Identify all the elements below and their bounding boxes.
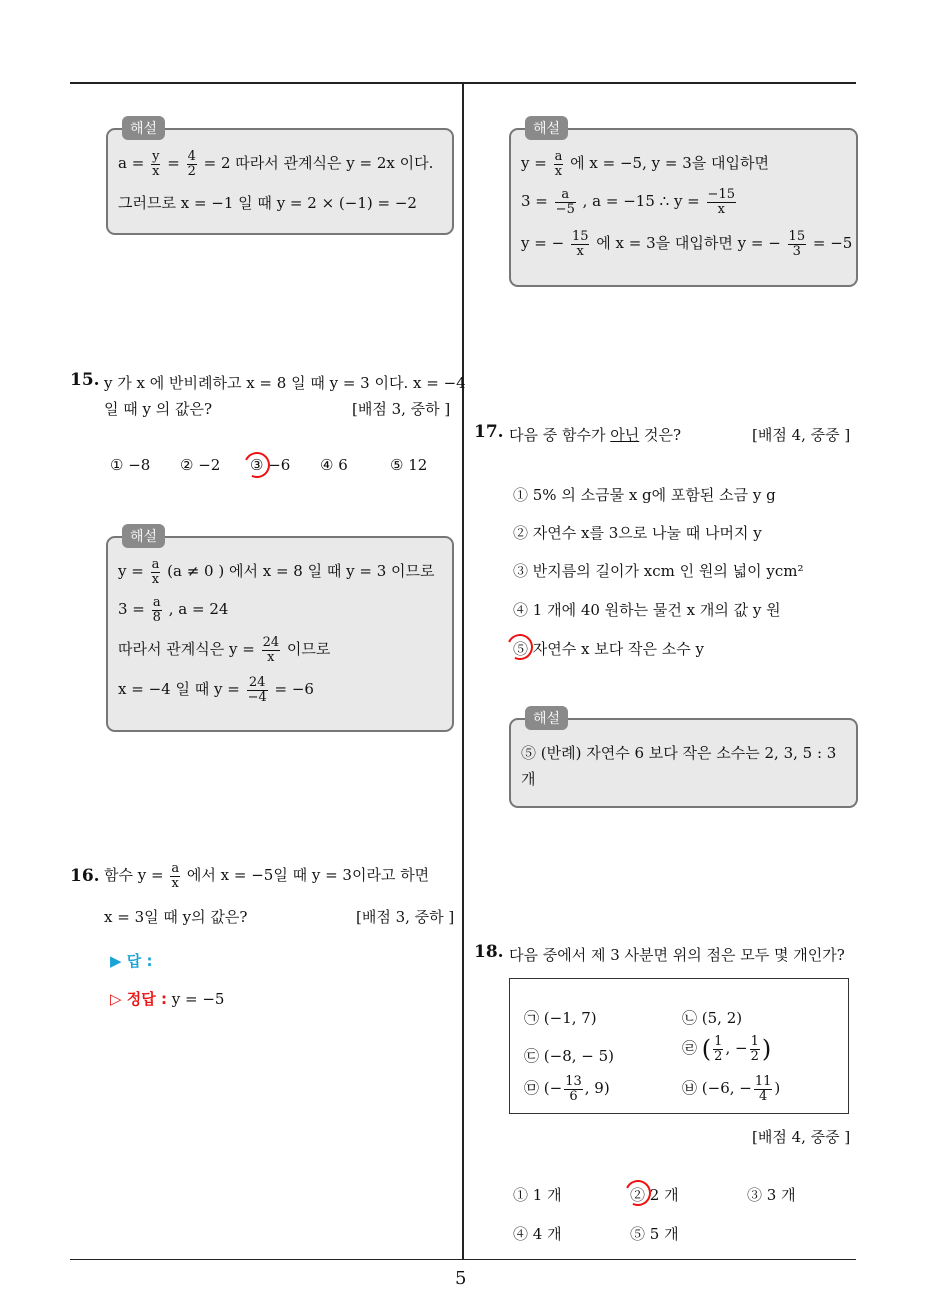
q15-choice-1[interactable]: ① −8 <box>110 456 151 474</box>
q15-exp-line4: x = −4 일 때 y = $\frac{24}{-4}$ = −6 <box>118 675 314 705</box>
q15-exp-line1: y = $\frac{a}{x}$ (a ≠ 0 ) 에서 x = 8 일 때 y = 3 이므로 <box>118 557 435 587</box>
fraction: $\frac{a}{8}$ <box>152 595 161 625</box>
q16-correct-answer: ▷ 정답 : y = −5 <box>110 990 225 1008</box>
q17-number: 17. <box>474 422 504 442</box>
q18-choice-2[interactable]: ② 2 개 <box>630 1186 679 1204</box>
q16-exp-line3: y = − $\frac{15}{x}$ 에 x = 3을 대입하면 y = − $\frac{15}{3}$ = −5 <box>521 229 853 259</box>
page-number: 5 <box>455 1268 467 1289</box>
q16-exp-line2: 3 = $\frac{a}{-5}$ , a = −15 ∴ y = $\frac{-15}{x}$ <box>521 187 735 217</box>
fraction: $\frac{24}{-4}$ <box>247 675 267 705</box>
q14-line2: 그러므로 x = −1 일 때 y = 2 × (−1) = −2 <box>118 194 417 212</box>
fraction: $\frac{a}{x}$ <box>151 557 160 587</box>
q16-text2: x = 3일 때 y의 값은? <box>104 908 248 926</box>
fraction: $\frac{1}{2}$ <box>714 1034 723 1064</box>
fraction: $\frac{a}{x}$ <box>554 149 563 179</box>
point-a: ㉠ (−1, 7) <box>524 1009 597 1027</box>
q15-explanation-box <box>106 529 454 732</box>
point-e: ㉤ (− $\frac{13}{6}$ , 9) <box>524 1074 610 1104</box>
q16-exp-line1: y = $\frac{a}{x}$ 에 x = −5, y = 3을 대입하면 <box>521 149 769 179</box>
q15-exp-line2: 3 = $\frac{a}{8}$ , a = 24 <box>118 595 229 625</box>
fraction: $\frac{a}{x}$ <box>171 861 180 891</box>
point-c: ㉢ (−8, − 5) <box>524 1047 615 1065</box>
q15-exp-line3: 따라서 관계식은 y = $\frac{24}{x}$ 이므로 <box>118 635 331 665</box>
fraction: $\frac{4}{2}$ <box>187 149 196 179</box>
q17-exp-line2: 개 <box>521 770 536 788</box>
q15-choice-3[interactable]: ③ −6 <box>250 456 291 474</box>
q18-choice-3[interactable]: ③ 3 개 <box>747 1186 796 1204</box>
q16-score: [배점 3, 중하 ] <box>356 908 455 926</box>
selected-answer-mark <box>240 448 273 481</box>
q17-choice-1[interactable]: ① 5% 의 소금물 x g에 포함된 소금 y g <box>513 486 776 504</box>
q17-choice-4[interactable]: ④ 1 개에 40 원하는 물건 x 개의 값 y 원 <box>513 601 781 619</box>
q17-choice-5[interactable]: ⑤ 자연수 x 보다 작은 소수 y <box>513 640 704 658</box>
point-f: ㉥ (−6, − $\frac{11}{4}$ ) <box>682 1074 781 1104</box>
fraction: $\frac{13}{6}$ <box>565 1074 582 1104</box>
q15-text2: 일 때 y 의 값은? <box>104 400 213 418</box>
fraction: $\frac{-15}{x}$ <box>707 187 735 217</box>
q17-score: [배점 4, 중중 ] <box>752 426 851 444</box>
q17-text: 다음 중 함수가 아닌 것은? <box>509 426 682 444</box>
q18-choice-4[interactable]: ④ 4 개 <box>513 1225 562 1243</box>
q17-explanation-box <box>509 711 858 808</box>
fraction: $\frac{15}{3}$ <box>788 229 806 259</box>
fraction: $\frac{24}{x}$ <box>262 635 280 665</box>
fraction: $\frac{1}{2}$ <box>750 1034 759 1064</box>
q16-text1: 함수 y = $\frac{a}{x}$ 에서 x = −5일 때 y = 3이라고 하면 <box>104 861 430 891</box>
point-d: ㉣ ( $\frac{1}{2}$ , − $\frac{1}{2}$ ) <box>682 1034 772 1064</box>
q18-points-table <box>509 978 849 1114</box>
q14-line1: a = $\frac{y}{x}$ = $\frac{4}{2}$ = 2 따라서 관계식은 y = 2x 이다. <box>118 149 434 179</box>
explanation-tag: 해설 <box>122 524 165 548</box>
fraction: $\frac{15}{x}$ <box>571 229 589 259</box>
q16-number: 16. <box>70 866 100 886</box>
q15-number: 15. <box>70 370 100 390</box>
explanation-tag: 해설 <box>525 116 568 140</box>
explanation-tag: 해설 <box>122 116 165 140</box>
q18-choice-5[interactable]: ⑤ 5 개 <box>630 1225 679 1243</box>
q16-answer-label: ▶ 답 : <box>110 952 153 970</box>
fraction: $\frac{y}{x}$ <box>152 149 160 179</box>
q18-text: 다음 중에서 제 3 사분면 위의 점은 모두 몇 개인가? <box>509 946 845 964</box>
q18-choice-1[interactable]: ① 1 개 <box>513 1186 562 1204</box>
q15-choice-5[interactable]: ⑤ 12 <box>390 456 428 474</box>
q16-explanation-box <box>509 121 858 287</box>
point-b: ㉡ (5, 2) <box>682 1009 743 1027</box>
column-divider <box>462 84 464 1260</box>
q15-score: [배점 3, 중하 ] <box>352 400 451 418</box>
q15-text1: y 가 x 에 반비례하고 x = 8 일 때 y = 3 이다. x = −4 <box>104 374 466 392</box>
q17-exp-line1: ⑤ (반례) 자연수 6 보다 작은 소수는 2, 3, 5 : 3 <box>521 744 837 762</box>
q17-choice-2[interactable]: ② 자연수 x를 3으로 나눌 때 나머지 y <box>513 524 762 542</box>
fraction: $\frac{11}{4}$ <box>754 1074 772 1104</box>
fraction: $\frac{a}{-5}$ <box>555 187 575 217</box>
q18-number: 18. <box>474 942 504 962</box>
explanation-tag: 해설 <box>525 706 568 730</box>
q15-choice-4[interactable]: ④ 6 <box>320 456 348 474</box>
q18-score: [배점 4, 중중 ] <box>752 1128 851 1146</box>
q17-choice-3[interactable]: ③ 반지름의 길이가 xcm 인 원의 넓이 ycm² <box>513 562 804 580</box>
bottom-rule <box>70 1259 856 1260</box>
q15-choice-2[interactable]: ② −2 <box>180 456 221 474</box>
q14-explanation-box <box>106 121 454 235</box>
